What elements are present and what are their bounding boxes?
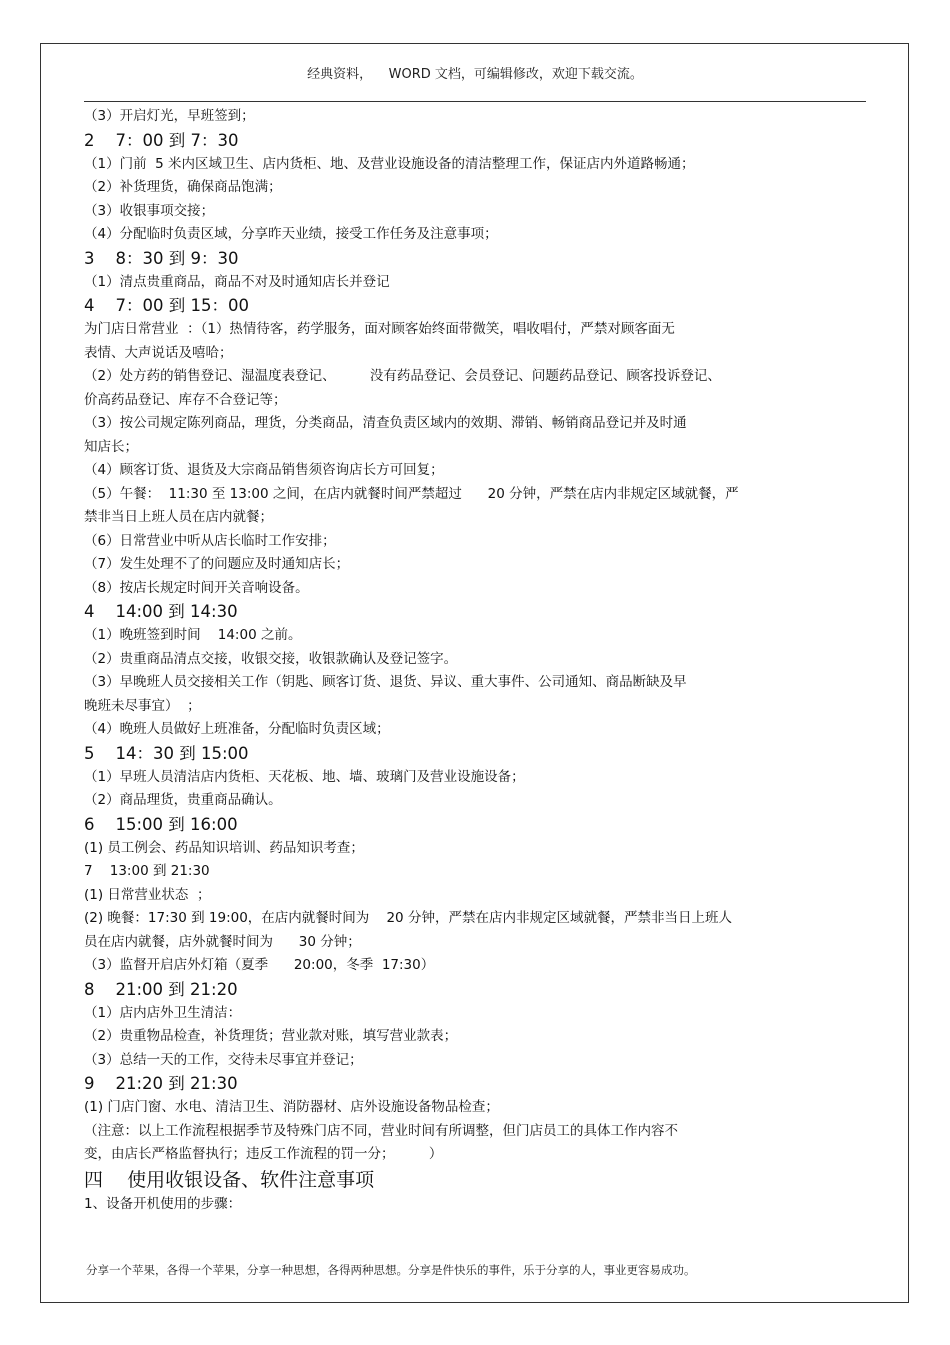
text-line: 员在店内就餐，店外就餐时间为 30 分钟； <box>84 933 361 950</box>
text-line: (1) 日常营业状态 ； <box>84 886 211 903</box>
text-line: （1）门前 5 米内区域卫生、店内货柜、地、及营业设施设备的清洁整理工作，保证店内外道路畅通； <box>84 155 695 172</box>
time-heading: 8 21:00 到 21:20 <box>84 979 238 999</box>
time-heading: 4 7：00 到 15：00 <box>84 296 249 315</box>
text-line: （2）商品理货，贵重商品确认。 <box>84 792 282 808</box>
text-line: (1) 员工例会、药品知识培训、药品知识考查； <box>84 839 364 856</box>
text-line: （3）开启灯光，早班签到； <box>84 108 255 124</box>
section-heading: 四 使用收银设备、软件注意事项 <box>84 1168 375 1191</box>
text-line: （2）贵重物品检查，补货理货；营业款对账，填写营业款表； <box>84 1028 458 1044</box>
text-line: （3）按公司规定陈列商品，理货，分类商品，清查负责区域内的效期、滞销、畅销商品登记并及时通 <box>84 415 687 431</box>
text-line: （1）晚班签到时间 14:00 之前。 <box>84 627 302 643</box>
text-line: （3）监督开启店外灯箱（夏季 20:00，冬季 17:30） <box>84 957 435 973</box>
text-line: （4）晚班人员做好上班准备，分配临时负责区域； <box>84 721 390 737</box>
time-heading: 3 8：30 到 9：30 <box>84 248 239 268</box>
text-line: （6）日常营业中听从店长临时工作安排； <box>84 532 336 549</box>
text-line: （8）按店长规定时间开关音响设备。 <box>84 579 309 596</box>
text-line: 晚班未尽事宜） ； <box>84 697 201 714</box>
text-line: 知店长； <box>84 438 138 455</box>
text-line: （2）贵重商品清点交接，收银交接，收银款确认及登记签字。 <box>84 650 458 667</box>
text-line: （2）补货理货，确保商品饱满； <box>84 179 282 195</box>
text-line: (1) 门店门窗、水电、清洁卫生、消防器材、店外设施设备物品检查； <box>84 1099 499 1115</box>
time-heading: 5 14：30 到 15:00 <box>84 743 249 763</box>
text-line: （1）清点贵重商品，商品不对及时通知店长并登记 <box>84 273 390 290</box>
text-line: 表情、大声说话及嘻哈； <box>84 344 233 361</box>
text-line: （1）店内店外卫生清洁： <box>84 1004 242 1021</box>
text-line: 禁非当日上班人员在店内就餐； <box>84 509 273 525</box>
text-line: （3）收银事项交接； <box>84 202 215 219</box>
text-line: 价高药品登记、库存不合登记等； <box>84 391 287 408</box>
text-line: （4）顾客订货、退货及大宗商品销售须咨询店长方可回复； <box>84 462 444 478</box>
time-heading: 4 14:00 到 14:30 <box>84 602 238 621</box>
text-line: （5）午餐： 11:30 至 13:00 之间，在店内就餐时间严禁超过 20 分钟，严禁在店内非规定区域就餐，严 <box>84 485 739 502</box>
page-footer: 分享一个苹果，各得一个苹果，分享一种思想，各得两种思想。分享是件快乐的事件，乐于分享的人，事业更容易成功。 <box>86 1263 696 1277</box>
document-body <box>84 105 844 1216</box>
text-line: （3）总结一天的工作，交待未尽事宜并登记； <box>84 1051 363 1068</box>
text-line: （2）处方药的销售登记、湿温度表登记、 没有药品登记、会员登记、问题药品登记、顾客投诉登记、 <box>84 368 721 384</box>
text-line: （1）早班人员清洁店内货柜、天花板、地、墙、玻璃门及营业设施设备； <box>84 768 525 785</box>
text-line: （4）分配临时负责区域，分享昨天业绩，接受工作任务及注意事项； <box>84 226 498 242</box>
page-header: 经典资料， WORD 文档，可编辑修改，欢迎下载交流。 <box>307 67 643 82</box>
text-line: 变，由店长严格监督执行；违反工作流程的罚一分； ） <box>84 1146 443 1162</box>
text-line: 7 13:00 到 21:30 <box>84 863 210 879</box>
time-heading: 6 15:00 到 16:00 <box>84 814 238 834</box>
time-heading: 9 21:20 到 21:30 <box>84 1074 238 1093</box>
text-line: （3）早晚班人员交接相关工作（钥匙、顾客订货、退货、异议、重大事件、公司通知、商品断缺及早 <box>84 674 687 690</box>
text-line: （7）发生处理不了的问题应及时通知店长； <box>84 556 350 572</box>
text-line: 1、设备开机使用的步骤： <box>84 1195 242 1212</box>
text-line: (2) 晚餐：17:30 到 19:00，在店内就餐时间为 20 分钟，严禁在店内非规定区域就餐，严禁非当日上班人 <box>84 910 732 926</box>
text-line: （注意：以上工作流程根据季节及特殊门店不同，营业时间有所调整，但门店员工的具体工作内容不 <box>84 1122 678 1139</box>
header-divider <box>84 101 866 102</box>
time-heading: 2 7：00 到 7：30 <box>84 130 239 150</box>
text-line: 为门店日常营业 ：（1）热情待客，药学服务，面对顾客始终面带微笑，唱收唱付，严禁对顾客面无 <box>84 321 675 337</box>
